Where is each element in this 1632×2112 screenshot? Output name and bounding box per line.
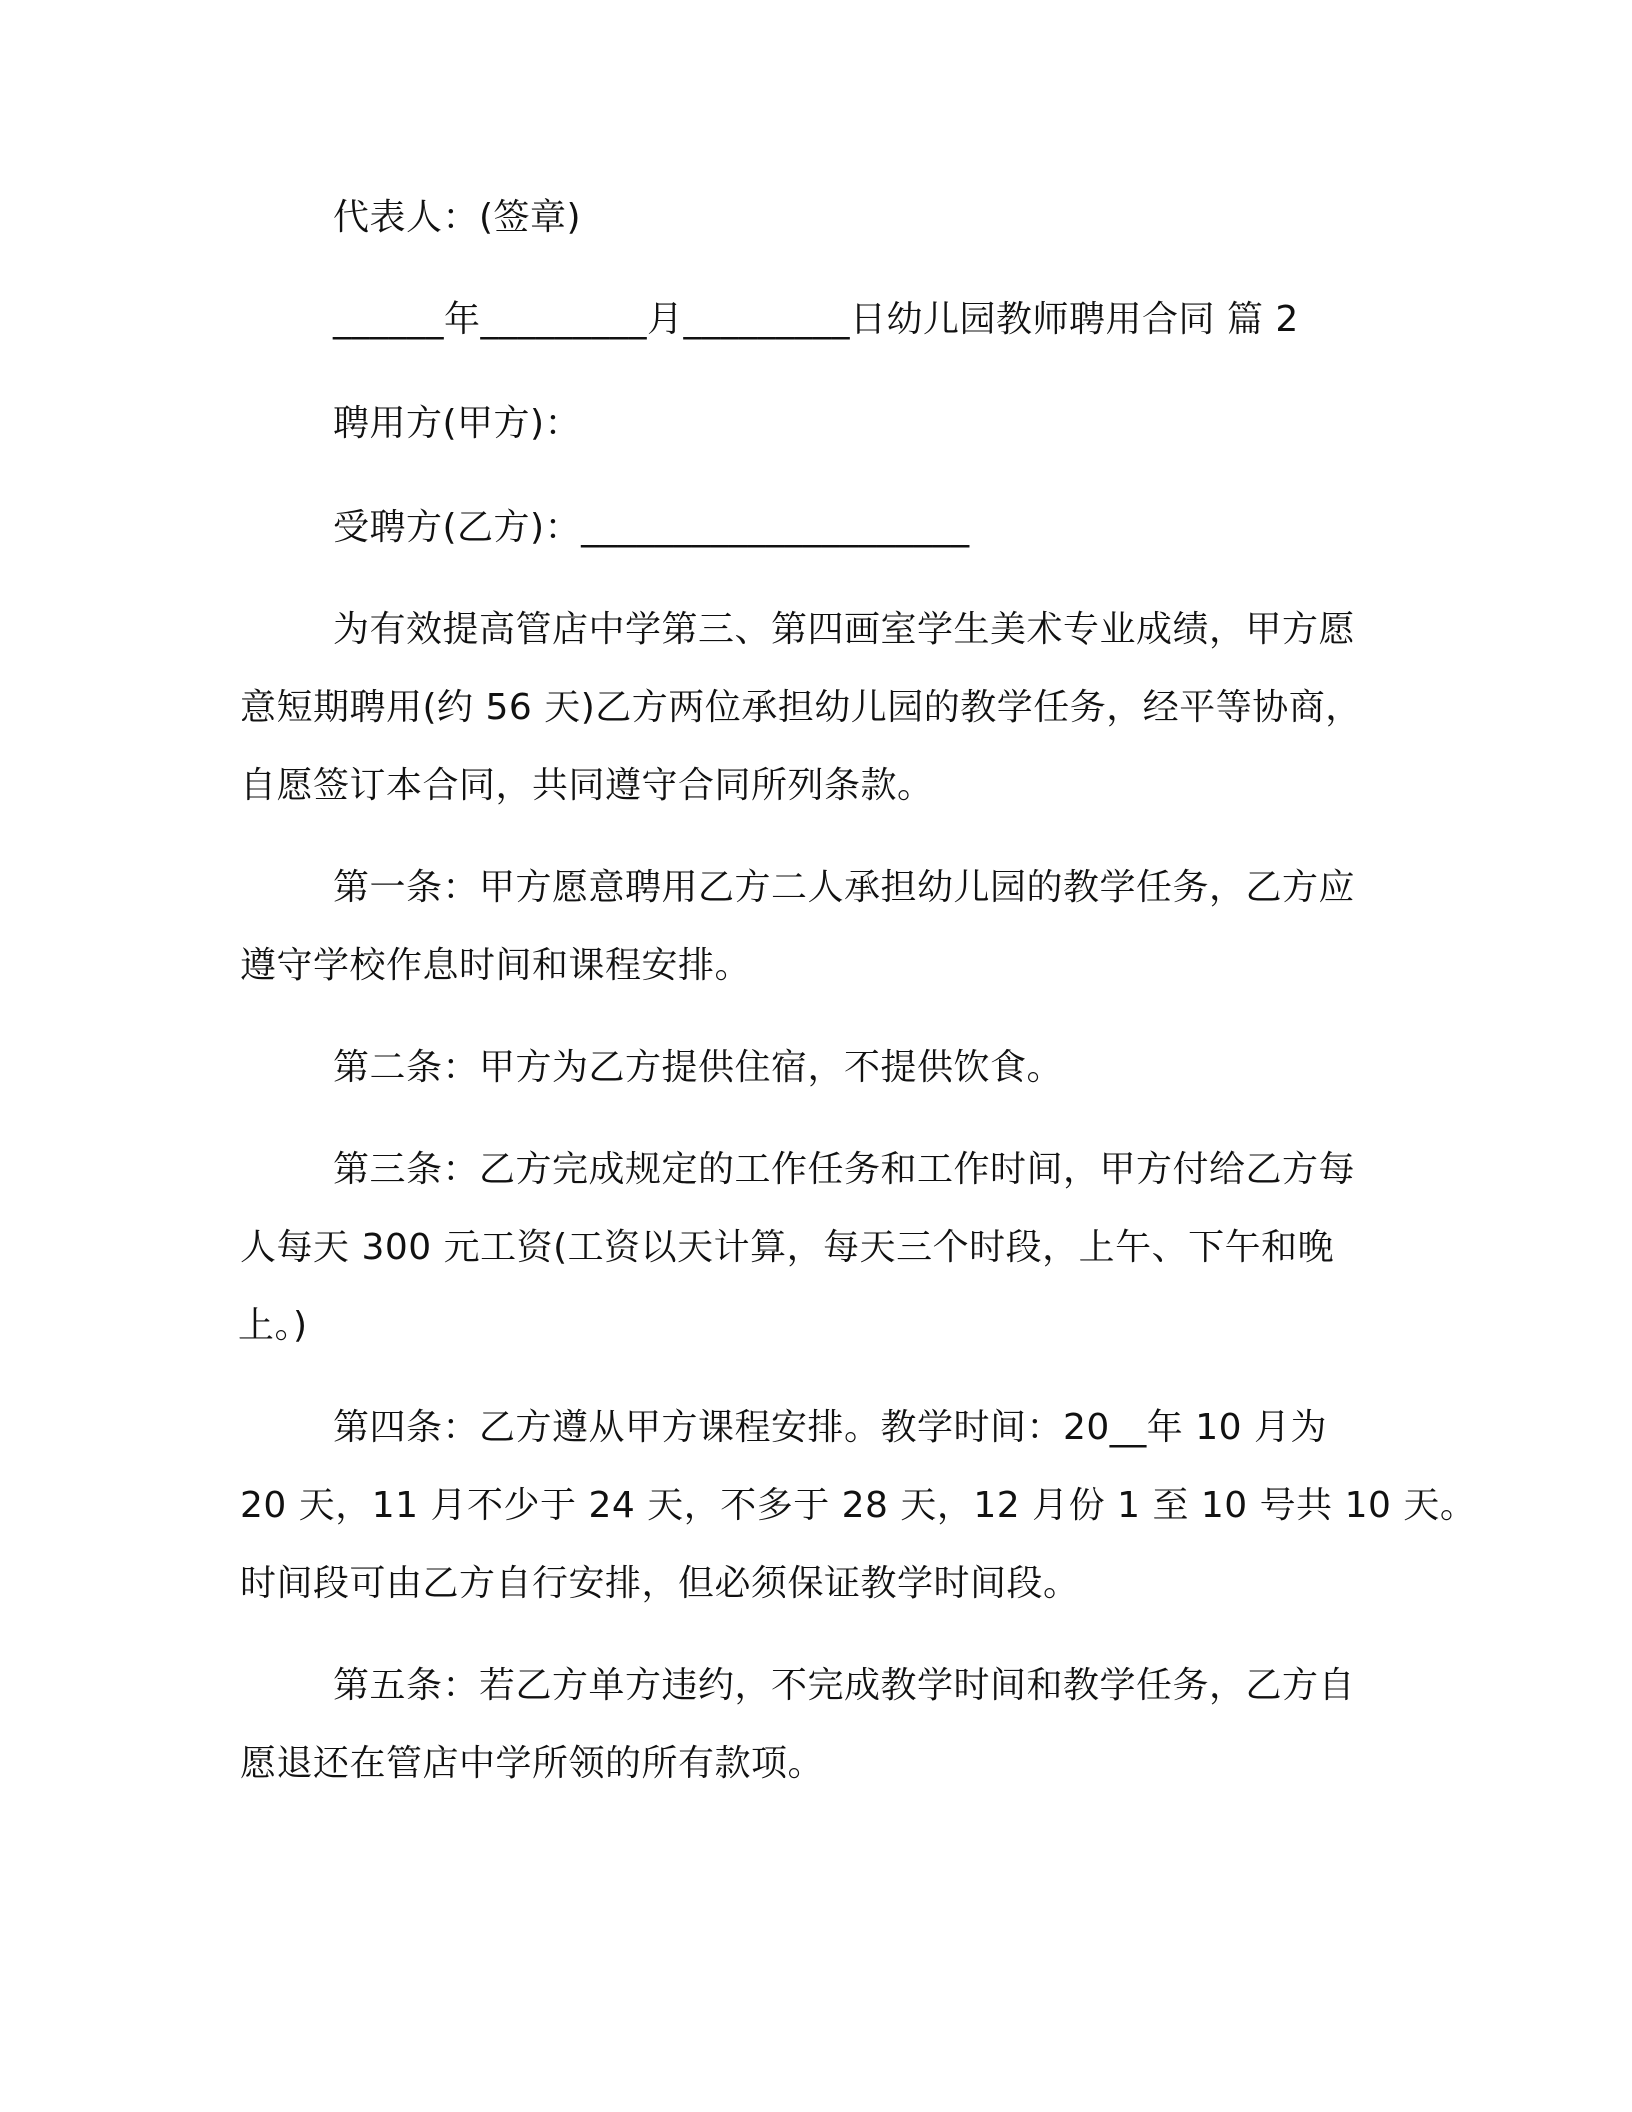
paragraph-line: 愿退还在管店中学所领的所有款项。 [240,1743,825,1784]
signature-line: 代表人：(签章) [333,197,582,238]
paragraph-line: 第一条：甲方愿意聘用乙方二人承担幼儿园的教学任务，乙方应 [333,867,1356,908]
paragraph-line: 自愿签订本合同，共同遵守合同所列条款。 [240,765,934,806]
paragraph-line: 意短期聘用(约 56 天)乙方两位承担幼儿园的教学任务，经平等协商， [240,687,1362,728]
paragraph-line: 为有效提高管店中学第三、第四画室学生美术专业成绩，甲方愿 [333,609,1356,650]
paragraph-line: 时间段可由乙方自行安排，但必须保证教学时间段。 [240,1563,1080,1604]
paragraph-line: 遵守学校作息时间和课程安排。 [240,945,752,986]
paragraph-line: 第四条：乙方遵从甲方课程安排。教学时间：20__年 10 月为 [333,1407,1328,1448]
paragraph-line: 第二条：甲方为乙方提供住宿，不提供饮食。 [333,1047,1064,1088]
paragraph-line: 第五条：若乙方单方违约，不完成教学时间和教学任务，乙方自 [333,1665,1356,1706]
paragraph-line: 第三条：乙方完成规定的工作任务和工作时间，甲方付给乙方每 [333,1149,1356,1190]
employee-line: 受聘方(乙方)：_____________________ [333,507,970,548]
paragraph-line: 20 天，11 月不少于 24 天，不多于 28 天，12 月份 1 至 10 号共 10 天。 [240,1485,1477,1526]
paragraph-line: 人每天 300 元工资(工资以天计算，每天三个时段，上午、下午和晚 [240,1227,1335,1268]
employer-line: 聘用方(甲方)： [333,403,582,444]
paragraph-line: 上。) [238,1305,308,1346]
date-title-line: ______年_________月_________日幼儿园教师聘用合同 篇 2 [333,299,1299,340]
